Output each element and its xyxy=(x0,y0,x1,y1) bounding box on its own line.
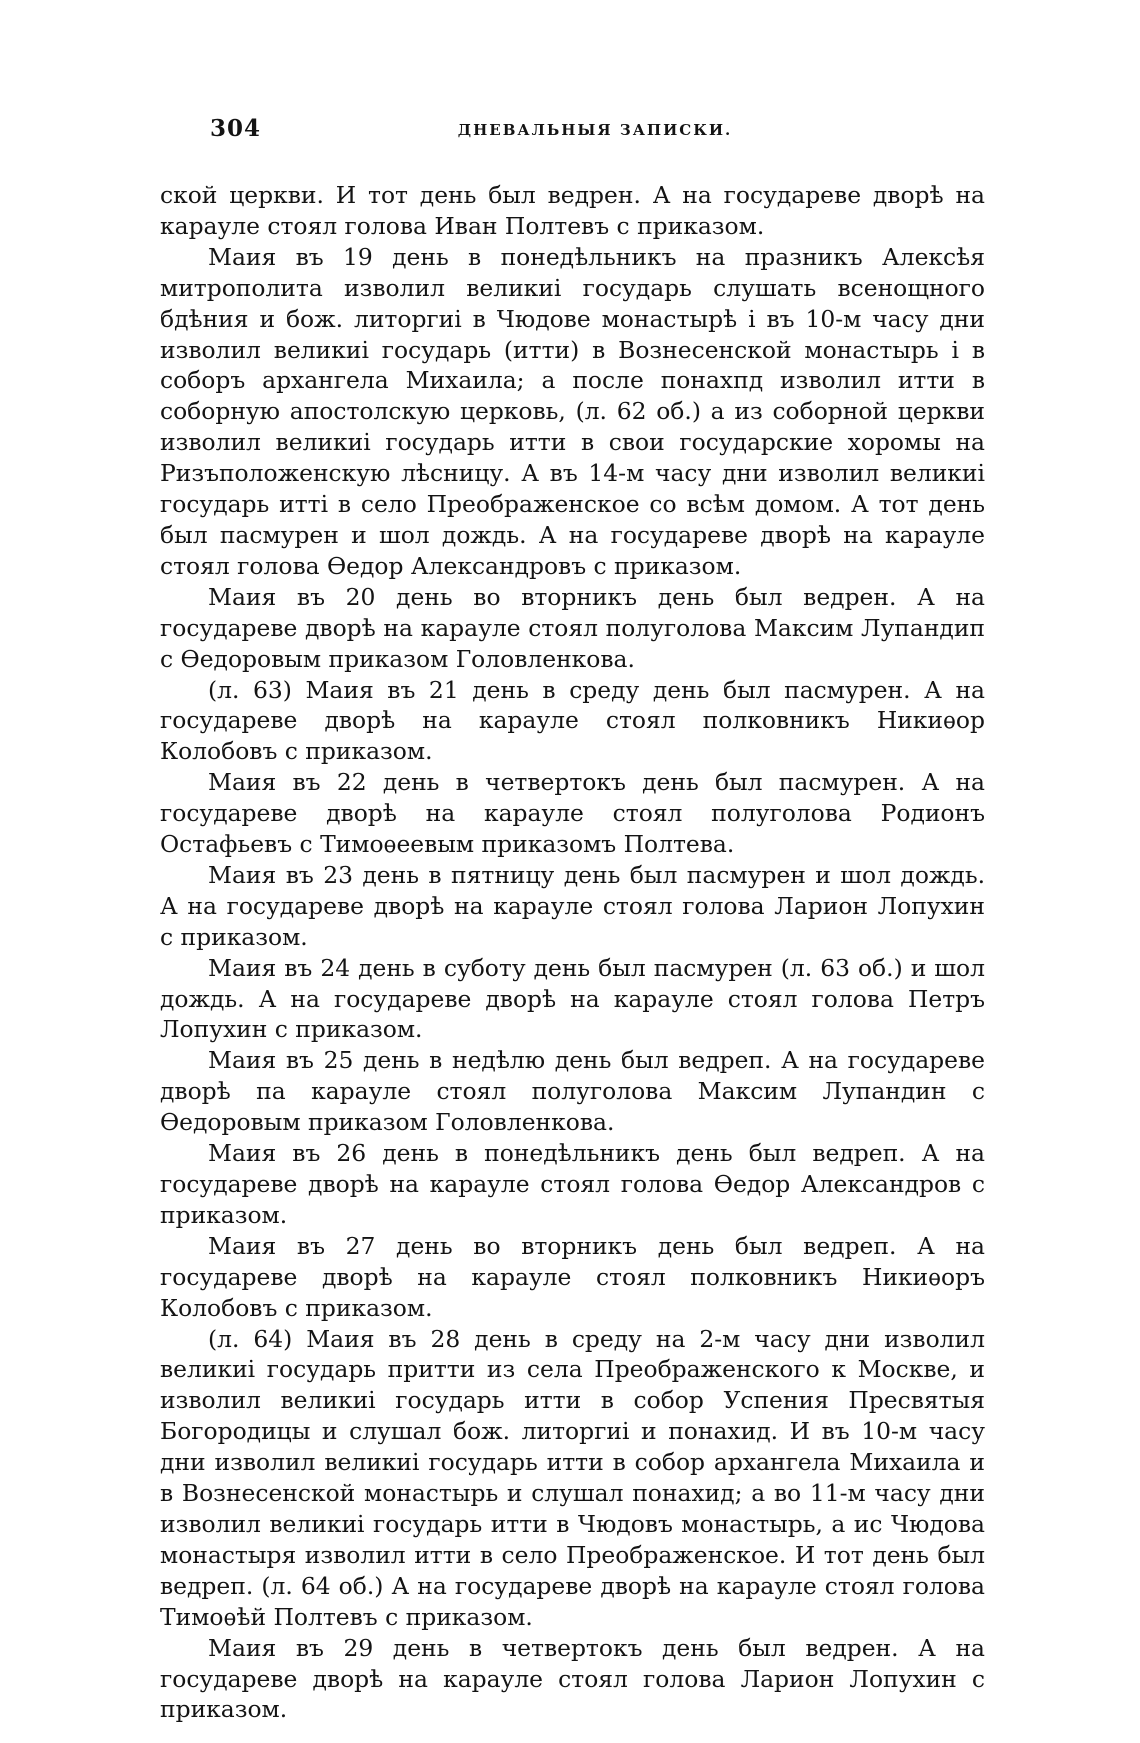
paragraph: Маия въ 24 день в суботу день был пасмурен (л. 63 об.) и шол дождь. А на государеве дворѣ на карауле стоял голова Петръ Лопухин с приказом. xyxy=(160,953,985,1044)
paragraph: Маия въ 23 день в пятницу день был пасмурен и шол дождь. А на государеве дворѣ на карауле стоял голова Ларион Лопухин с приказом. xyxy=(160,860,985,951)
page-number: 304 xyxy=(210,115,262,142)
paragraph: Маия въ 29 день в четвертокъ день был ведрен. А на государеве дворѣ на карауле стоял голова Ларион Лопухин с приказом. xyxy=(160,1633,985,1724)
running-title: ДНЕВАЛЬНЫЯ ЗАПИСКИ. xyxy=(457,121,733,139)
main-text xyxy=(160,180,985,1725)
paragraph: Маия въ 22 день в четвертокъ день был пасмурен. А на государеве дворѣ на карауле стоял полуголова Родионъ Остафьевъ с Тимоѳеевым приказомъ Полтева. xyxy=(160,768,985,859)
paragraph: ской церкви. И тот день был ведрен. А на государеве дворѣ на карауле стоял голова Иван Полтевъ с приказом. xyxy=(160,181,985,240)
paragraph: (л. 63) Маия въ 21 день в среду день был пасмурен. А на государеве дворѣ на карауле стоял полковникъ Никиѳор Колобовъ с приказом. xyxy=(160,675,985,766)
page-header xyxy=(210,115,980,155)
paragraph: (л. 64) Маия въ 28 день в среду на 2-м часу дни изволил великиі государь притти из села Преображенского к Москве, и изволил великиі государь итти в собор Успения Пресвятыя Богородицы и слушал бож. литоргиі и понахид. И въ 10-м часу дни изволил великиі государь итти в собор архангела Михаила и в Вознесенской монастырь и слушал понахид; а во 11-м часу дни изволил великиі государь итти в Чюдовъ монастырь, а ис Чюдова монастыря изволил итти в село Преображенское. И тот день был ведреп. (л. 64 об.) А на государеве дворѣ на карауле стоял голова Тимоѳѣй Полтевъ с приказом. xyxy=(160,1324,985,1631)
paragraph: Маия въ 26 день в понедѣльникъ день был ведреп. А на государеве дворѣ на карауле стоял голова Ѳедор Александров с приказом. xyxy=(160,1139,985,1229)
paragraph: Маия въ 27 день во вторникъ день был ведреп. А на государеве дворѣ на карауле стоял полковникъ Никиѳоръ Колобовъ с приказом. xyxy=(160,1231,985,1322)
paragraph: Маия въ 20 день во вторникъ день был ведрен. А на государеве дворѣ на карауле стоял полуголова Максим Лупандип с Ѳедоровым приказом Головленкова. xyxy=(160,582,985,673)
paragraph: Маия въ 25 день в недѣлю день был ведреп. А на государеве дворѣ па карауле стоял полуголова Максим Лупандин с Ѳедоровым приказом Головленкова. xyxy=(160,1046,985,1137)
paragraph: Маия въ 19 день в понедѣльникъ на празникъ Алексѣя митрополита изволил великиі государь слушать всенощного бдѣния и бож. литоргиі в Чюдове монастырѣ і въ 10-м часу дни изволил великиі государь (итти) в Вознесенской монастырь і в соборъ архангела Михаила; а после понахпд изволил итти в соборную апостолскую церковь, (л. 62 об.) а из соборной церкви изволил великиі государь итти в свои государские хоромы на Ризъположенскую лѣсницу. А въ 14-м часу дни изволил великиі государь иттi в село Преображенское со всѣм домом. А тот день был пасмурен и шол дождь. А на государеве дворѣ на карауле стоял голова Ѳедор Александровъ с приказом. xyxy=(160,242,985,580)
